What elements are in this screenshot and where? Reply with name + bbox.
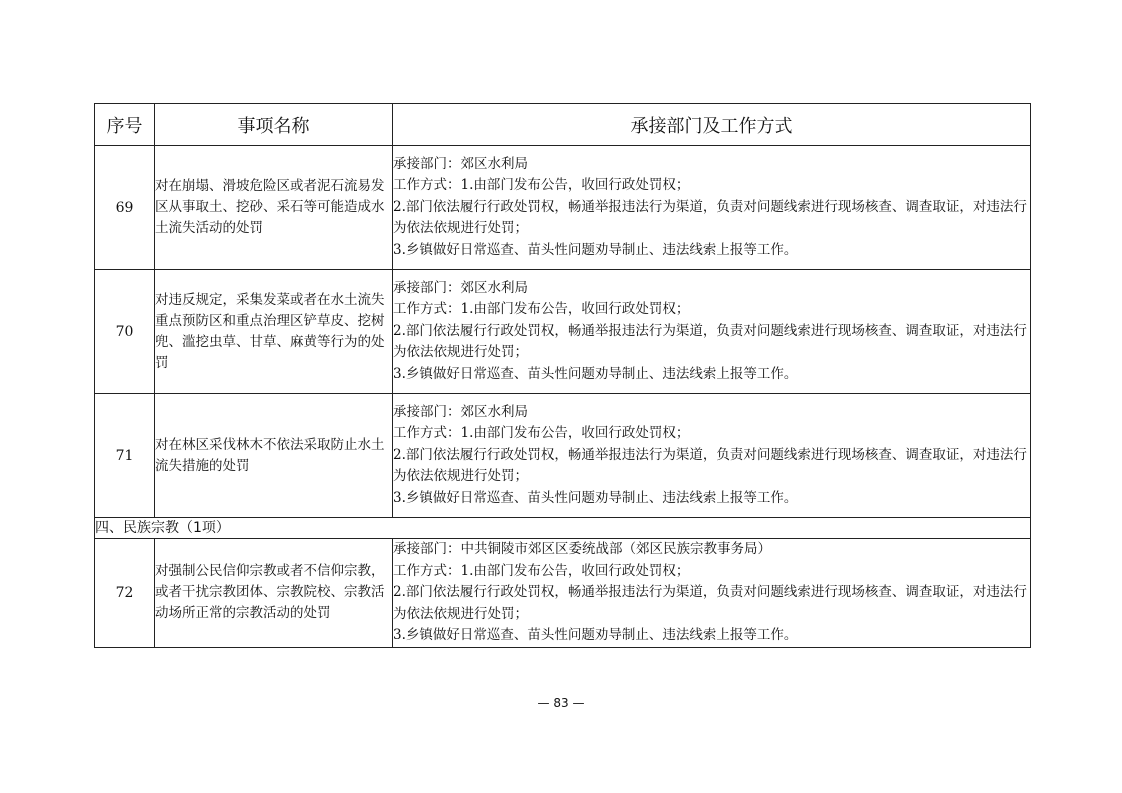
row-description bbox=[393, 539, 1031, 648]
row-item-name: 对在崩塌、滑坡危险区或者泥石流易发区从事取土、挖砂、采石等可能造成水土流失活动的处罚 bbox=[155, 146, 393, 270]
row-description bbox=[393, 394, 1031, 518]
row-method-1: 工作方式：1.由部门发布公告，收回行政处罚权； bbox=[393, 425, 690, 442]
row-method-2: 2.部门依法履行行政处罚权，畅通举报违法行为渠道，负责对问题线索进行现场核查、调查取证，对违法行为依法依规进行处罚； bbox=[393, 584, 1027, 622]
table-header-row bbox=[95, 104, 1031, 146]
row-number: 70 bbox=[95, 270, 155, 394]
row-method-2: 2.部门依法履行行政处罚权，畅通举报违法行为渠道，负责对问题线索进行现场核查、调查取证，对违法行为依法依规进行处罚； bbox=[393, 322, 1027, 361]
row-method-1: 工作方式：1.由部门发布公告，收回行政处罚权； bbox=[393, 301, 690, 318]
section-row bbox=[95, 518, 1031, 539]
row-method-2: 2.部门依法履行行政处罚权，畅通举报违法行为渠道，负责对问题线索进行现场核查、调查取证，对违法行为依法依规进行处罚； bbox=[393, 446, 1027, 485]
section-heading: 四、民族宗教（1项） bbox=[95, 518, 1031, 539]
row-item-name: 对在林区采伐林木不依法采取防止水土流失措施的处罚 bbox=[155, 394, 393, 518]
row-department: 承接部门：郊区水利局 bbox=[393, 155, 528, 172]
table-row bbox=[95, 146, 1031, 270]
items-table bbox=[94, 103, 1031, 648]
row-department: 承接部门：郊区水利局 bbox=[393, 403, 528, 420]
row-item-name: 对强制公民信仰宗教或者不信仰宗教，或者干扰宗教团体、宗教院校、宗教活动场所正常的宗教活动的处罚 bbox=[155, 539, 393, 648]
row-department: 承接部门：中共铜陵市郊区区委统战部（郊区民族宗教事务局） bbox=[393, 541, 771, 557]
row-department: 承接部门：郊区水利局 bbox=[393, 279, 528, 296]
row-item-name: 对违反规定，采集发菜或者在水土流失重点预防区和重点治理区铲草皮、挖树兜、滥挖虫草、甘草、麻黄等行为的处罚 bbox=[155, 270, 393, 394]
row-method-1: 工作方式：1.由部门发布公告，收回行政处罚权； bbox=[393, 177, 690, 194]
row-number: 72 bbox=[95, 539, 155, 648]
row-method-3: 3.乡镇做好日常巡查、苗头性问题劝导制止、违法线索上报等工作。 bbox=[393, 241, 798, 258]
row-method-3: 3.乡镇做好日常巡查、苗头性问题劝导制止、违法线索上报等工作。 bbox=[393, 365, 798, 382]
table-row bbox=[95, 270, 1031, 394]
row-method-2: 2.部门依法履行行政处罚权，畅通举报违法行为渠道，负责对问题线索进行现场核查、调查取证，对违法行为依法依规进行处罚； bbox=[393, 198, 1027, 237]
header-serial-number: 序号 bbox=[95, 104, 155, 146]
header-department-method: 承接部门及工作方式 bbox=[393, 104, 1031, 146]
row-method-1: 工作方式：1.由部门发布公告，收回行政处罚权； bbox=[393, 562, 690, 579]
row-description bbox=[393, 270, 1031, 394]
row-method-3: 3.乡镇做好日常巡查、苗头性问题劝导制止、违法线索上报等工作。 bbox=[393, 627, 798, 643]
page-number: — 83 — bbox=[537, 696, 585, 710]
row-method-3: 3.乡镇做好日常巡查、苗头性问题劝导制止、违法线索上报等工作。 bbox=[393, 489, 798, 506]
row-description bbox=[393, 146, 1031, 270]
row-number: 69 bbox=[95, 146, 155, 270]
header-item-name: 事项名称 bbox=[155, 104, 393, 146]
table-row bbox=[95, 539, 1031, 648]
row-number: 71 bbox=[95, 394, 155, 518]
table-row bbox=[95, 394, 1031, 518]
